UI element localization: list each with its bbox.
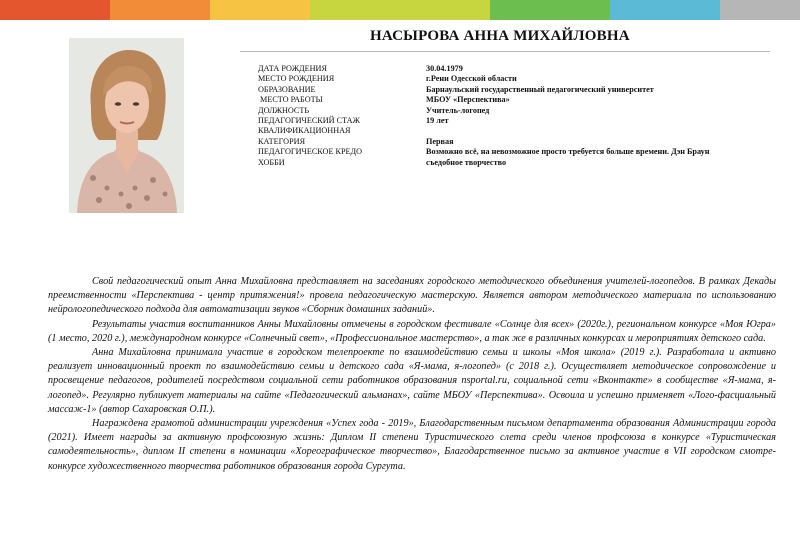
divider-line — [240, 51, 770, 52]
info-value: МБОУ «Перспектива» — [426, 95, 510, 105]
info-row — [258, 158, 778, 168]
info-row — [258, 95, 778, 105]
info-value: г.Рени Одесской области — [426, 74, 517, 84]
info-value: 30.04.1979 — [426, 64, 463, 73]
info-row — [258, 137, 778, 147]
bio-paragraph: Свой педагогический опыт Анна Михайловна представляет на заседаниях городского методического объединения учителей-логопедов. В рамках Декады преемственности «Перспектива - центр притяжения!» провела педагогическую мастерскую. Является автором методического материала по использованию нейрологопедического подхода для автоматизации звуков «Сборник домашних заданий». — [48, 276, 776, 316]
info-label: МЕСТО РОЖДЕНИЯ — [258, 74, 335, 84]
info-value: съедобное творчество — [426, 157, 507, 167]
info-row — [258, 147, 778, 157]
bio-paragraph: Результаты участия воспитанников Анны Михайловны отмечены в городском фестивале «Солнце для всех» (2020г.), региональном конкурсе «Моя Югра» (1 место, 2020 г.), международном конкурсе «Солнечный свет», «Профессиональное мастерство», а так же в различных конкурсах и мероприятиях детского сада. — [48, 318, 776, 344]
color-bar-segment — [610, 0, 720, 20]
color-bar-segment — [310, 0, 490, 20]
info-label: КВАЛИФИКАЦИОННАЯ — [258, 126, 351, 136]
info-value: Учитель-логопед — [426, 105, 490, 115]
info-label: ДОЛЖНОСТЬ — [258, 105, 310, 115]
info-label: ПЕДАГОГИЧЕСКОЕ КРЕДО — [258, 147, 363, 157]
info-label: ХОББИ — [258, 157, 285, 167]
decorative-color-bar — [0, 0, 800, 20]
info-row — [258, 126, 778, 136]
info-value: 19 лет — [426, 116, 449, 126]
color-bar-segment — [0, 0, 110, 20]
color-bar-segment — [720, 0, 800, 20]
portrait-illustration — [69, 38, 184, 213]
info-row — [258, 106, 778, 116]
info-label: ДАТА РОЖДЕНИЯ — [258, 64, 327, 73]
info-label: КАТЕГОРИЯ — [258, 136, 306, 146]
info-label: ОБРАЗОВАНИЕ — [258, 84, 316, 94]
info-value: Барнаульский государственный педагогический университет — [426, 84, 654, 94]
info-value: Возможно всё, на невозможное просто требуется больше времени. Дэн Браун — [426, 147, 710, 157]
bio-paragraph: Анна Михайловна принимала участие в городском телепроекте по взаимодействию семьи и школы «Моя школа» (2019 г.). Разработала и активно реализует инновационный проект по взаимодействию семьи и детского сада «Я-мама, я-логопед» (с 2018 г.). Осуществляет методическое сопровождение и просвещение педагогов, родителей посредством социальной сети работников образования nsportal.ru, социальной сети «Вконтакте» в сообществе «Я-мама, я-логопед». Регулярно публикует материалы на сайте «Педагогический альманах», сайте МБОУ «Перспектива». Освоила и успешно применяет «Лого-фасциальный массаж-1» (автор Сахаровская О.П.). — [48, 347, 776, 415]
color-bar-segment — [490, 0, 610, 20]
person-name-title: НАСЫРОВА АННА МИХАЙЛОВНА — [370, 28, 630, 44]
info-value — [426, 126, 778, 136]
info-row — [258, 64, 778, 74]
color-bar-segment — [210, 0, 310, 20]
biography-text — [48, 275, 776, 474]
info-label: МЕСТО РАБОТЫ — [258, 95, 323, 105]
info-row — [258, 85, 778, 95]
info-row — [258, 116, 778, 126]
color-bar-segment — [110, 0, 210, 20]
info-row — [258, 74, 778, 84]
bio-paragraph: Награждена грамотой администрации учреждения «Успех года - 2019», Благодарственным письмом департамента образования Администрации города (2021). Имеет награды за активную профсоюзную жизнь: Диплом II степени Туристического слета среди членов профсоюза в конкурсе «Туристическая самодеятельность», диплом II степени в номинации «Хореографическое творчество», Благодарственное письмо за активное участие в VII городском смотре-конкурсе художественного творчества работников образования города Сургута. — [48, 418, 776, 472]
portrait-photo — [69, 38, 184, 213]
info-label: ПЕДАГОГИЧЕСКИЙ СТАЖ — [258, 116, 360, 126]
profile-info-table — [258, 64, 778, 168]
info-value: Первая — [426, 136, 454, 146]
